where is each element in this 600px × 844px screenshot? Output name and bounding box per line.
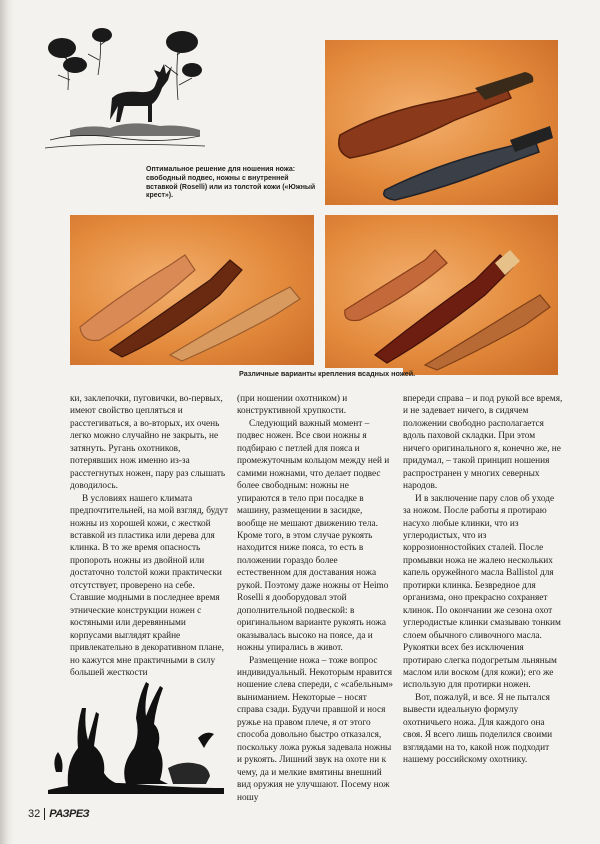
photo-sheaths-middle-left — [70, 215, 314, 365]
text-column-1 — [70, 393, 230, 679]
knife-sheath-drawing — [325, 215, 558, 375]
photo-sheaths-middle-right — [325, 215, 558, 375]
text-column-2 — [237, 393, 393, 804]
paragraph: Следующий важный момент – подвес ножен. Все свои ножны я подбираю с петлей для пояса и промежуточным кольцом между ней и самими ножнами, что делает подвес более свободным: ножны не упираются в тело при посадке в машину, размещении в засидке, вообще не мешают движению тела. Кроме того, в этом случае рукоять находится ниже пояса, то есть в положении гораздо более естественном для доставания ножа рукой. Поэтому даже ножны от Heimo Roselli я дооборудовал этой дополнительной подвеской: в оригинальном варианте рукоять ножа оказывалась высоко на поясе, да и ножны упирались в живот. — [237, 418, 390, 654]
paragraph: ки, заклепочки, пуговички, во-первых, имеют свойство цепляться и расстегиваться, а во-вторых, их очень легко можно случайно не закрыть, не затянуть. Ругань охотников, потерявших нож именно из-за расстегнутых ножен, пару раз слышать доводилось. — [70, 394, 226, 492]
paragraph: Размещение ножа – тоже вопрос индивидуальный. Некоторым нравится ношение слева спереди, с «сабельным» выниманием. Некоторые – носят справа сзади. Будучи правшой и нося ружье на правом плече, я от этого способа довольно быстро отказался, поскольку ложа ружья задевала ножны и рукоять. Лишний звук на охоте ни к чему, да и мелкие вмятины внешний вид оружия не улучшают. Посему нож ношу — [237, 655, 393, 803]
deer-engraving-illustration — [40, 20, 210, 165]
page-footer — [28, 808, 89, 820]
paragraph: (при ношении охотником) и конструктивной хрупкости. — [237, 394, 348, 417]
text-column-3 — [403, 393, 563, 767]
magazine-logo: РАЗРЕЗ — [49, 808, 90, 820]
page-spine-shadow — [0, 0, 14, 844]
photo-sheaths-top-right — [325, 40, 558, 205]
footer-divider — [44, 808, 45, 820]
paragraph: впереди справа – и под рукой все время, и не задевает ничего, в сидячем положении свободно располагается вдоль паховой складки. При этом ничего оригинального я, конечно же, не придумал, – такой принцип ношения распространен у многих северных народов. — [403, 394, 563, 492]
knife-sheath-drawing — [70, 215, 314, 365]
page-number: 32 — [28, 808, 41, 820]
knife-sheath-drawing — [325, 40, 558, 205]
paragraph: В условиях нашего климата предпочтительней, на мой взгляд, будут ножны из хорошей кожи, с жесткой вставкой из пластика или дерева для клинка. В то же время опасность пропороть ножны из двойной или достаточно толстой кожи практически отсутствует, проверено на себе. Ставшие модными в последнее время этнические конструкции ножен с костяными или деревянными корпусами выглядят крайне привлекательно в декоративном плане, но кажутся мне практичными в силу большей жесткости — [70, 493, 229, 678]
paragraph: И в заключение пару слов об уходе за ножом. После работы я протираю насухо любые клинки, что из углеродистых, что из коррозионностойких сталей. После промывки ножа не жалею нескольких капель оружейного масла Ballistol для протирки клинка. Безвредное для организма, оно прекрасно сохраняет клинок. По окончании же сезона охот углеродистые клинки смазываю тонким слоем обычного сливочного масла. Рукоятки всех без исключения протираю слегка подогретым льняным маслом или воском (для кожи); его же использую для протирки ножен. — [403, 493, 561, 691]
hares-silhouette-illustration — [48, 668, 224, 794]
caption-middle-photos: Различные варианты крепления всадных ножей. — [235, 368, 403, 381]
paragraph: Вот, пожалуй, и все. Я не пытался вывести идеальную формулу охотничьего ножа. Для каждого она своя. Я всего лишь поделился своими взглядами на то, какой нож подходит нашему российскому охотнику. — [403, 692, 553, 766]
caption-top-photo: Оптимальное решение для ношения ножа: свободный подвес, ножны с внутренней вставкой (Roselli) или из толстой кожи («Южный крест»). — [146, 166, 316, 200]
